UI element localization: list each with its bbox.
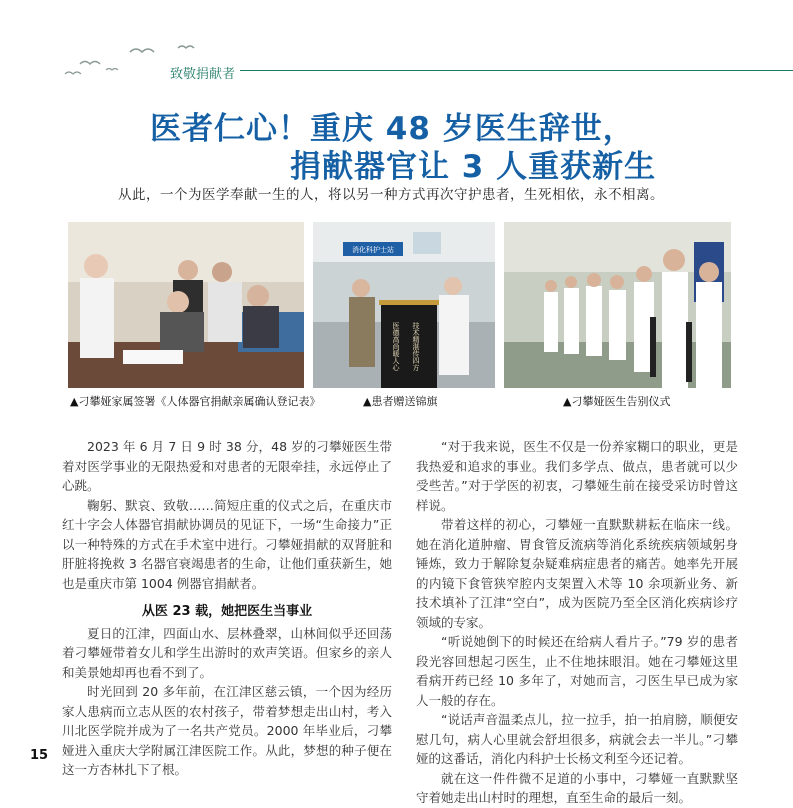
section-tag: 致敬捐献者 — [170, 67, 236, 82]
section-heading: 从医 23 载，她把医生当事业 — [141, 604, 313, 619]
sign-text: 消化科护士站 — [352, 246, 394, 254]
paragraph: “说话声音温柔点儿，拉一拉手，拍一拍肩膀，顺便安慰几句，病人心里就会舒坦很多，病就会去一半儿。”刁攀娅的这番话，消化内科护士长杨文利至今还记着。 — [416, 712, 738, 766]
photo-family-signing — [68, 222, 304, 388]
paragraph: 就在这一件件微不足道的小事中，刁攀娅一直默默坚守着她走出山村时的理想，直至生命的最后一刻。 — [416, 770, 738, 805]
paragraph: “听说她倒下的时候还在给病人看片子。”79 岁的患者段光容回想起刁医生，止不住地抹眼泪。她在刁攀娅这里看病开药已经 10 多年了，对她而言，刁医生早已成为家人一般的存在。 — [416, 634, 738, 708]
paragraph: “对于我来说，医生不仅是一份养家糊口的职业，更是我热爱和追求的事业。我们多学点、做点，患者就可以少受些苦。”对于学医的初衷，刁攀娅生前在接受采访时曾这样说。 — [416, 439, 738, 513]
left-column — [62, 437, 392, 780]
banner-text-col1: 医德高尚暖人心 — [392, 322, 400, 371]
photo-banner-gift — [313, 222, 495, 388]
banner-text-col2: 技术精湛传四方 — [412, 322, 420, 371]
paragraph: 带着这样的初心，刁攀娅一直默默耕耘在临床一线。她在消化道肿瘤、胃食管反流病等消化系统疾病领域躬身锤炼，致力于解除复杂疑难病症患者的痛苦。她率先开展的内镜下食管狭窄腔内支架置入术等 10 余项新业务、新技术填补了江津“空白”，成为医院乃至全区消化疾病诊疗领域的专家。 — [416, 517, 738, 630]
page-number: 15 — [30, 748, 49, 763]
header-rule — [240, 70, 793, 71]
article-subtitle: 从此，一个为医学奉献一生的人，将以另一种方式再次守护患者，生死相依，永不相离。 — [118, 187, 664, 203]
paragraph: 夏日的江津，四面山水、层林叠翠，山林间似乎还回荡着刁攀娅带着女儿和学生出游时的欢声笑语。但家乡的亲人和美景她却再也看不到了。 — [62, 625, 392, 680]
caption-photo-1: ▲刁攀娅家属签署《人体器官捐献亲属确认登记表》 — [70, 395, 321, 408]
caption-photo-2: ▲患者赠送锦旗 — [363, 395, 438, 408]
paragraph: 2023 年 6 月 7 日 9 时 38 分，48 岁的刁攀娅医生带着对医学事业的无限热爱和对患者的无限牵挂，永远停止了心跳。 — [62, 439, 392, 493]
paragraph: 时光回到 20 多年前，在江津区慈云镇，一个因为经历家人患病而立志从医的农村孩子，带着梦想走出山村，考入川北医学院并成为了一名共产党员。2000 年毕业后，刁攀娅进入重庆大学附属江津医院工作。从此，梦想的种子便在这一方杏林扎下了根。 — [62, 684, 392, 777]
paragraph: 鞠躬、默哀、致敬……简短庄重的仪式之后，在重庆市红十字会人体器官捐献协调员的见证下，一场“生命接力”正以一种特殊的方式在手术室中进行。刁攀娅捐献的双肾脏和肝脏将挽救 3 名器官衰竭患者的生命，让他们重获新生，她也是重庆市第 1004 例器官捐献者。 — [62, 497, 392, 591]
article-title-line1: 医者仁心！重庆 48 岁医生辞世， — [150, 111, 635, 147]
photo-farewell-ceremony — [504, 222, 731, 388]
caption-photo-3: ▲刁攀娅医生告别仪式 — [563, 395, 671, 408]
article-title-line2: 捐献器官让 3 人重获新生 — [290, 149, 657, 185]
right-column — [416, 437, 738, 808]
